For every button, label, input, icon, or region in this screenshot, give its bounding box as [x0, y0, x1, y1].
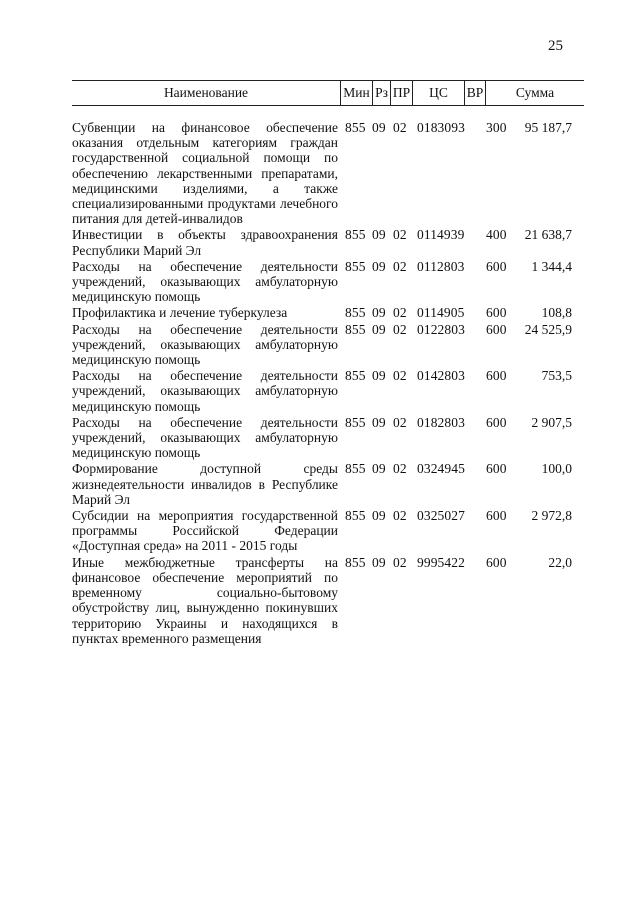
row-codes: [345, 305, 516, 320]
row-sum: 22,0: [548, 554, 572, 570]
row-vr: 600: [486, 414, 507, 430]
row-codes: [345, 461, 516, 476]
row-codes: [345, 555, 516, 570]
row-cs: 0114905: [417, 305, 465, 321]
row-name: Иные межбюджетные трансферты на финансовое обеспечение мероприятий по временному социально-бытовому обустройству лиц, вынужденно покинувших территорию Украины и находящихся в пунктах временного размещения: [72, 554, 338, 646]
row-rz: 09: [372, 414, 386, 430]
row-rz: 09: [372, 258, 386, 274]
row-vr: 600: [486, 461, 507, 477]
row-pr: 02: [393, 305, 407, 321]
table-row: [72, 305, 584, 320]
row-min: 855: [345, 321, 366, 337]
row-pr: 02: [393, 554, 407, 570]
row-cs: 0324945: [417, 461, 465, 477]
row-codes: [345, 508, 516, 523]
row-min: 855: [345, 461, 366, 477]
row-name: Профилактика и лечение туберкулеза: [72, 305, 288, 321]
row-pr: 02: [393, 120, 407, 135]
row-cs: 0122803: [417, 321, 465, 337]
row-pr: 02: [393, 258, 407, 274]
row-cs: 0183093: [417, 120, 465, 135]
row-rz: 09: [372, 368, 386, 384]
header-rz: Рз: [372, 81, 390, 105]
row-vr: 300: [486, 120, 507, 135]
row-cs: 0182803: [417, 414, 465, 430]
row-cs: 0112803: [417, 258, 465, 274]
row-cs: 0325027: [417, 508, 465, 524]
row-codes: [345, 227, 516, 242]
row-codes: [345, 322, 516, 337]
row-codes: [345, 415, 516, 430]
row-codes: [345, 368, 516, 383]
row-name: Расходы на обеспечение деятельности учреждений, оказывающих амбулаторную медицинскую помощь: [72, 368, 338, 414]
row-cs: 0142803: [417, 368, 465, 384]
header-name: Наименование: [163, 85, 249, 100]
header-pr: ПР: [390, 81, 412, 105]
row-vr: 600: [486, 305, 507, 321]
table-row: [72, 508, 584, 554]
row-sum: 24 525,9: [524, 321, 572, 337]
row-sum: 95 187,7: [524, 120, 572, 135]
row-min: 855: [345, 305, 366, 321]
row-min: 855: [345, 368, 366, 384]
row-sum: 753,5: [541, 368, 572, 384]
row-sum: 21 638,7: [524, 227, 572, 243]
row-pr: 02: [393, 227, 407, 243]
row-sum: 2 972,8: [531, 508, 572, 524]
table-row: [72, 322, 584, 368]
table-row: [72, 555, 584, 646]
row-vr: 400: [486, 227, 507, 243]
row-vr: 600: [486, 554, 507, 570]
row-rz: 09: [372, 305, 386, 321]
row-min: 855: [345, 120, 366, 135]
header-vr: ВР: [464, 81, 486, 105]
row-vr: 600: [486, 258, 507, 274]
row-codes: [345, 120, 516, 135]
row-name: Формирование доступной среды жизнедеятельности инвалидов в Республике Марий Эл: [72, 461, 338, 507]
row-pr: 02: [393, 368, 407, 384]
row-rz: 09: [372, 554, 386, 570]
header-min: Мин: [340, 81, 372, 105]
row-rz: 09: [372, 508, 386, 524]
row-pr: 02: [393, 508, 407, 524]
row-rz: 09: [372, 227, 386, 243]
table-row: [72, 415, 584, 461]
table-row: [72, 120, 584, 226]
row-codes: [345, 259, 516, 274]
row-min: 855: [345, 508, 366, 524]
row-cs: 9995422: [417, 554, 465, 570]
table-row: [72, 461, 584, 507]
row-name: Инвестиции в объекты здравоохранения Республики Марий Эл: [72, 227, 338, 258]
row-min: 855: [345, 554, 366, 570]
row-rz: 09: [372, 461, 386, 477]
row-sum: 108,8: [541, 305, 572, 321]
table-header: [72, 80, 584, 106]
header-sum: Сумма: [515, 85, 555, 100]
row-sum: 100,0: [541, 461, 572, 477]
row-min: 855: [345, 227, 366, 243]
row-pr: 02: [393, 321, 407, 337]
table-row: [72, 259, 584, 305]
row-vr: 600: [486, 321, 507, 337]
header-cs: ЦС: [412, 81, 464, 105]
row-min: 855: [345, 258, 366, 274]
row-sum: 1 344,4: [531, 258, 572, 274]
row-name: Расходы на обеспечение деятельности учреждений, оказывающих амбулаторную медицинскую помощь: [72, 414, 338, 461]
table-body: [72, 120, 584, 647]
row-vr: 600: [486, 368, 507, 384]
row-name: Расходы на обеспечение деятельности учреждений, оказывающих амбулаторную медицинскую помощь: [72, 258, 338, 305]
row-name: Субсидии на мероприятия государственной программы Российской Федерации «Доступная среда» на 2011 - 2015 годы: [72, 508, 338, 554]
row-min: 855: [345, 414, 366, 430]
row-sum: 2 907,5: [531, 414, 572, 430]
table-row: [72, 227, 584, 257]
row-name: Субвенции на финансовое обеспечение оказания отдельным категориям граждан государственной социальной помощи по обеспечению лекарственными препаратами, медицинскими изделиями, а также специализированными продуктами лечебного питания для детей-инвалидов: [72, 120, 338, 227]
row-pr: 02: [393, 461, 407, 477]
row-name: Расходы на обеспечение деятельности учреждений, оказывающих амбулаторную медицинскую помощь: [72, 321, 338, 368]
page-number: 25: [548, 38, 563, 54]
row-rz: 09: [372, 321, 386, 337]
table-row: [72, 368, 584, 414]
row-rz: 09: [372, 120, 386, 135]
row-pr: 02: [393, 414, 407, 430]
row-vr: 600: [486, 508, 507, 524]
row-cs: 0114939: [417, 227, 465, 243]
